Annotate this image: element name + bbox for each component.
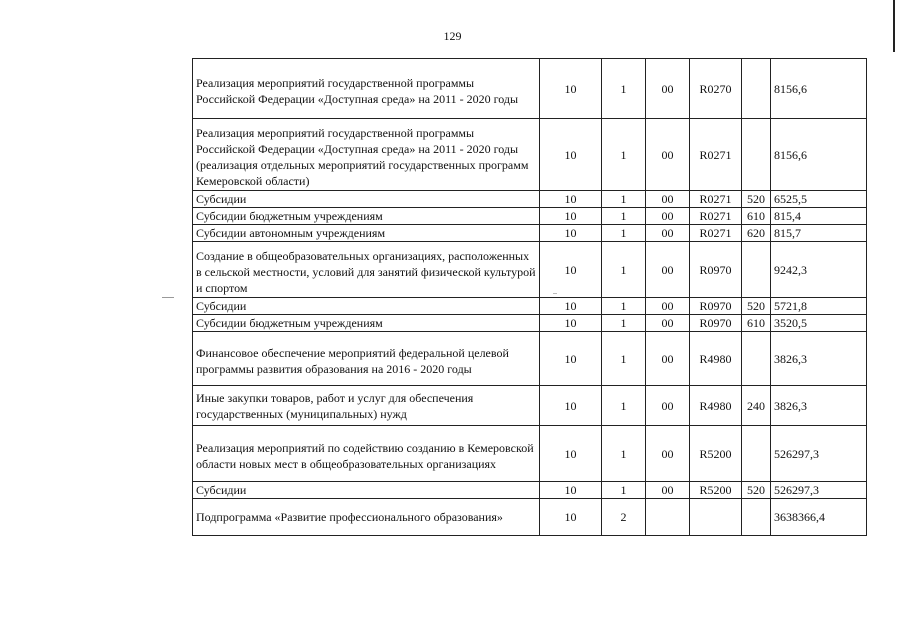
cell-subprogram: 00 bbox=[646, 426, 690, 482]
cell-amount: 3520,5 bbox=[771, 315, 867, 332]
table-row bbox=[193, 332, 867, 386]
cell-target-article: R0970 bbox=[690, 315, 742, 332]
cell-subsection: 1 bbox=[602, 242, 646, 298]
cell-target-article: R0271 bbox=[690, 191, 742, 208]
cell-subprogram: 00 bbox=[646, 298, 690, 315]
cell-target-article: R4980 bbox=[690, 332, 742, 386]
cell-expense-type: 610 bbox=[742, 315, 771, 332]
cell-section: 10 bbox=[540, 332, 602, 386]
cell-expense-type: 240 bbox=[742, 386, 771, 426]
cell-expense-type bbox=[742, 499, 771, 536]
budget-table bbox=[192, 58, 867, 536]
cell-name: Подпрограмма «Развитие профессионального образования» bbox=[193, 499, 540, 536]
cell-amount: 3826,3 bbox=[771, 332, 867, 386]
cell-target-article: R5200 bbox=[690, 426, 742, 482]
cell-section: 10 bbox=[540, 426, 602, 482]
cell-amount: 526297,3 bbox=[771, 426, 867, 482]
cell-amount: 8156,6 bbox=[771, 119, 867, 191]
cell-subprogram: 00 bbox=[646, 59, 690, 119]
cell-name: Реализация мероприятий государственной программы Российской Федерации «Доступная среда» на 2011 - 2020 годы (реализация отдельных мероприятий государственных программ Кемеровской области) bbox=[193, 119, 540, 191]
cell-expense-type bbox=[742, 242, 771, 298]
cell-expense-type: 520 bbox=[742, 298, 771, 315]
cell-name: Иные закупки товаров, работ и услуг для обеспечения государственных (муниципальных) нужд bbox=[193, 386, 540, 426]
cell-section: 10 bbox=[540, 225, 602, 242]
cell-target-article: R0271 bbox=[690, 225, 742, 242]
table-row bbox=[193, 191, 867, 208]
cell-expense-type bbox=[742, 426, 771, 482]
cell-subsection: 1 bbox=[602, 119, 646, 191]
cell-amount: 815,4 bbox=[771, 208, 867, 225]
edge-mark bbox=[893, 0, 895, 52]
cell-expense-type: 520 bbox=[742, 191, 771, 208]
cell-target-article: R0271 bbox=[690, 208, 742, 225]
cell-amount: 5721,8 bbox=[771, 298, 867, 315]
cell-name: Финансовое обеспечение мероприятий федеральной целевой программы развития образования на 2016 - 2020 годы bbox=[193, 332, 540, 386]
cell-name: Субсидии bbox=[193, 482, 540, 499]
cell-target-article bbox=[690, 499, 742, 536]
cell-amount: 815,7 bbox=[771, 225, 867, 242]
cell-subprogram: 00 bbox=[646, 332, 690, 386]
cell-subsection: 1 bbox=[602, 59, 646, 119]
cell-subsection: 1 bbox=[602, 426, 646, 482]
cell-subsection: 1 bbox=[602, 208, 646, 225]
cell-expense-type bbox=[742, 59, 771, 119]
table-row bbox=[193, 119, 867, 191]
table-row bbox=[193, 298, 867, 315]
cell-name: Реализация мероприятий государственной программы Российской Федерации «Доступная среда» на 2011 - 2020 годы bbox=[193, 59, 540, 119]
cell-subsection: 1 bbox=[602, 386, 646, 426]
cell-name: Создание в общеобразовательных организациях, расположенных в сельской местности, условий для занятий физической культурой и спортом bbox=[193, 242, 540, 298]
cell-target-article: R0970 bbox=[690, 242, 742, 298]
cell-subprogram: 00 bbox=[646, 208, 690, 225]
cell-section: 10 bbox=[540, 298, 602, 315]
cell-subsection: 1 bbox=[602, 332, 646, 386]
cell-expense-type bbox=[742, 332, 771, 386]
table-row bbox=[193, 386, 867, 426]
cell-amount: 3638366,4 bbox=[771, 499, 867, 536]
cell-section: 10 bbox=[540, 242, 602, 298]
cell-section: 10 bbox=[540, 499, 602, 536]
scan-mark bbox=[162, 297, 174, 298]
cell-section: 10 bbox=[540, 482, 602, 499]
cell-subsection: 1 bbox=[602, 482, 646, 499]
table-row bbox=[193, 242, 867, 298]
cell-amount: 3826,3 bbox=[771, 386, 867, 426]
cell-subprogram bbox=[646, 499, 690, 536]
cell-subsection: 1 bbox=[602, 225, 646, 242]
cell-amount: 6525,5 bbox=[771, 191, 867, 208]
cell-section: 10 bbox=[540, 208, 602, 225]
cell-expense-type: 520 bbox=[742, 482, 771, 499]
page-number: 129 bbox=[443, 29, 462, 43]
cell-subprogram: 00 bbox=[646, 191, 690, 208]
cell-name: Субсидии автономным учреждениям bbox=[193, 225, 540, 242]
table-row bbox=[193, 208, 867, 225]
cell-section: 10 bbox=[540, 315, 602, 332]
cell-subsection: 1 bbox=[602, 191, 646, 208]
cell-subprogram: 00 bbox=[646, 242, 690, 298]
table-row bbox=[193, 499, 867, 536]
cell-subsection: 2 bbox=[602, 499, 646, 536]
cell-target-article: R0270 bbox=[690, 59, 742, 119]
cell-section: 10 bbox=[540, 119, 602, 191]
cell-section: 10 bbox=[540, 386, 602, 426]
cell-amount: 526297,3 bbox=[771, 482, 867, 499]
table-body bbox=[193, 59, 867, 536]
cell-subsection: 1 bbox=[602, 315, 646, 332]
table-row bbox=[193, 225, 867, 242]
table-row bbox=[193, 426, 867, 482]
cell-name: Субсидии бюджетным учреждениям bbox=[193, 315, 540, 332]
cell-subprogram: 00 bbox=[646, 119, 690, 191]
cell-subprogram: 00 bbox=[646, 315, 690, 332]
cell-amount: 8156,6 bbox=[771, 59, 867, 119]
cell-target-article: R5200 bbox=[690, 482, 742, 499]
cell-section: 10 bbox=[540, 191, 602, 208]
cell-name: Реализация мероприятий по содействию созданию в Кемеровской области новых мест в общеобразовательных организациях bbox=[193, 426, 540, 482]
cell-amount: 9242,3 bbox=[771, 242, 867, 298]
cell-expense-type: 620 bbox=[742, 225, 771, 242]
table-row bbox=[193, 315, 867, 332]
cell-section: 10 bbox=[540, 59, 602, 119]
cell-subsection: 1 bbox=[602, 298, 646, 315]
cell-subprogram: 00 bbox=[646, 482, 690, 499]
cell-target-article: R4980 bbox=[690, 386, 742, 426]
cell-name: Субсидии bbox=[193, 191, 540, 208]
cell-target-article: R0970 bbox=[690, 298, 742, 315]
table-row bbox=[193, 482, 867, 499]
cell-name: Субсидии bbox=[193, 298, 540, 315]
cell-expense-type: 610 bbox=[742, 208, 771, 225]
cell-target-article: R0271 bbox=[690, 119, 742, 191]
cell-name: Субсидии бюджетным учреждениям bbox=[193, 208, 540, 225]
cell-subprogram: 00 bbox=[646, 225, 690, 242]
cell-expense-type bbox=[742, 119, 771, 191]
table-row bbox=[193, 59, 867, 119]
cell-subprogram: 00 bbox=[646, 386, 690, 426]
